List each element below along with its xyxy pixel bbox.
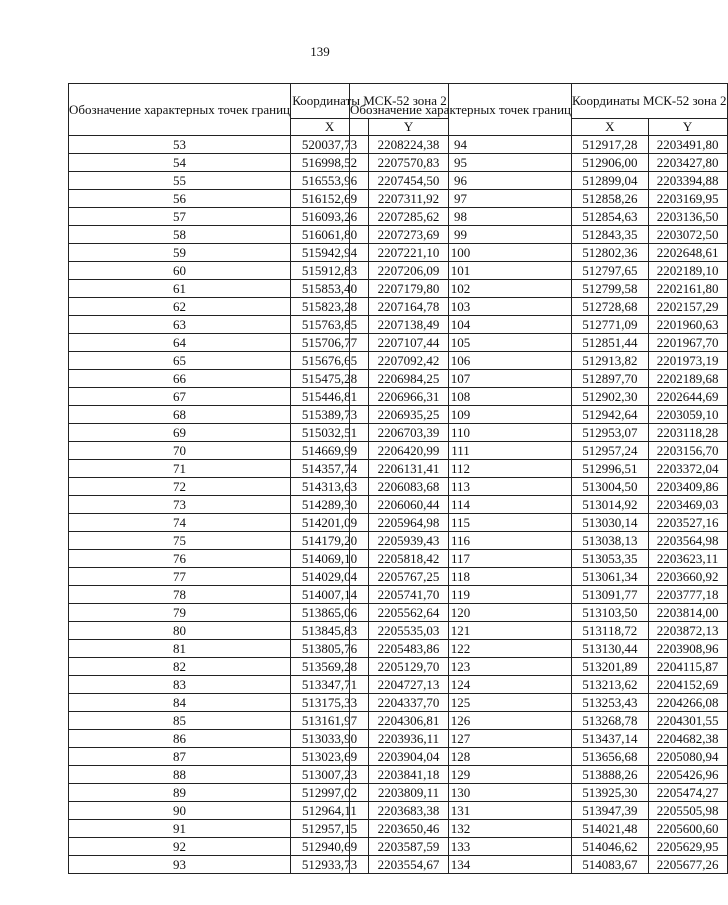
point-id-cell: 123 bbox=[350, 658, 572, 676]
y-cell: 2207285,62 bbox=[369, 208, 449, 226]
y-cell: 2203427,80 bbox=[648, 154, 727, 172]
x-cell: 513268,78 bbox=[572, 712, 649, 730]
point-id-cell: 109 bbox=[350, 406, 572, 424]
x-cell: 512964,11 bbox=[291, 802, 369, 820]
point-id-cell: 93 bbox=[69, 856, 291, 874]
x-cell: 512854,63 bbox=[572, 208, 649, 226]
point-id-cell: 74 bbox=[69, 514, 291, 532]
y-cell: 2206060,44 bbox=[369, 496, 449, 514]
y-cell: 2204337,70 bbox=[369, 694, 449, 712]
table-row bbox=[350, 478, 728, 496]
x-cell: 513175,33 bbox=[291, 694, 369, 712]
y-cell: 2203908,96 bbox=[648, 640, 727, 658]
point-id-cell: 112 bbox=[350, 460, 572, 478]
y-cell: 2203936,11 bbox=[369, 730, 449, 748]
table-row bbox=[350, 496, 728, 514]
point-id-cell: 81 bbox=[69, 640, 291, 658]
table-row bbox=[350, 658, 728, 676]
y-cell: 2203660,92 bbox=[648, 568, 727, 586]
y-cell: 2207311,92 bbox=[369, 190, 449, 208]
x-cell: 515763,85 bbox=[291, 316, 369, 334]
y-cell: 2207454,50 bbox=[369, 172, 449, 190]
y-cell: 2207092,42 bbox=[369, 352, 449, 370]
point-id-cell: 71 bbox=[69, 460, 291, 478]
x-cell: 512997,02 bbox=[291, 784, 369, 802]
table-row bbox=[350, 388, 728, 406]
y-cell: 2204115,87 bbox=[648, 658, 727, 676]
x-cell: 514201,09 bbox=[291, 514, 369, 532]
y-cell: 2204727,13 bbox=[369, 676, 449, 694]
point-id-cell: 66 bbox=[69, 370, 291, 388]
y-cell: 2203809,11 bbox=[369, 784, 449, 802]
y-cell: 2202161,80 bbox=[648, 280, 727, 298]
point-id-cell: 128 bbox=[350, 748, 572, 766]
point-id-cell: 53 bbox=[69, 136, 291, 154]
point-id-cell: 96 bbox=[350, 172, 572, 190]
table-row bbox=[350, 586, 728, 604]
table-row bbox=[350, 676, 728, 694]
x-cell: 514179,20 bbox=[291, 532, 369, 550]
x-cell: 512851,44 bbox=[572, 334, 649, 352]
table-row bbox=[350, 352, 728, 370]
point-id-cell: 108 bbox=[350, 388, 572, 406]
x-cell: 516152,69 bbox=[291, 190, 369, 208]
x-cell: 513865,06 bbox=[291, 604, 369, 622]
point-id-cell: 107 bbox=[350, 370, 572, 388]
x-cell: 516061,80 bbox=[291, 226, 369, 244]
point-id-cell: 55 bbox=[69, 172, 291, 190]
point-id-cell: 115 bbox=[350, 514, 572, 532]
x-cell: 514083,67 bbox=[572, 856, 649, 874]
point-id-cell: 119 bbox=[350, 586, 572, 604]
y-cell: 2203527,16 bbox=[648, 514, 727, 532]
y-cell: 2203072,50 bbox=[648, 226, 727, 244]
point-id-cell: 121 bbox=[350, 622, 572, 640]
point-id-cell: 86 bbox=[69, 730, 291, 748]
y-cell: 2203904,04 bbox=[369, 748, 449, 766]
point-id-cell: 113 bbox=[350, 478, 572, 496]
table-row bbox=[350, 190, 728, 208]
table-row bbox=[350, 838, 728, 856]
point-id-cell: 62 bbox=[69, 298, 291, 316]
x-cell: 520037,73 bbox=[291, 136, 369, 154]
table-row bbox=[350, 784, 728, 802]
point-id-cell: 95 bbox=[350, 154, 572, 172]
x-cell: 513201,89 bbox=[572, 658, 649, 676]
y-cell: 2203136,50 bbox=[648, 208, 727, 226]
x-cell: 515475,28 bbox=[291, 370, 369, 388]
y-header: Y bbox=[648, 119, 727, 136]
point-id-cell: 102 bbox=[350, 280, 572, 298]
x-cell: 513805,76 bbox=[291, 640, 369, 658]
x-cell: 512913,82 bbox=[572, 352, 649, 370]
y-cell: 2205535,03 bbox=[369, 622, 449, 640]
y-cell: 2207179,80 bbox=[369, 280, 449, 298]
y-cell: 2201960,63 bbox=[648, 316, 727, 334]
point-id-cell: 56 bbox=[69, 190, 291, 208]
x-cell: 516998,52 bbox=[291, 154, 369, 172]
y-cell: 2204301,55 bbox=[648, 712, 727, 730]
x-cell: 513118,72 bbox=[572, 622, 649, 640]
point-id-cell: 99 bbox=[350, 226, 572, 244]
y-cell: 2202157,29 bbox=[648, 298, 727, 316]
x-cell: 512933,73 bbox=[291, 856, 369, 874]
table-row bbox=[350, 748, 728, 766]
table-row bbox=[350, 424, 728, 442]
point-id-cell: 90 bbox=[69, 802, 291, 820]
y-cell: 2208224,38 bbox=[369, 136, 449, 154]
x-cell: 512953,07 bbox=[572, 424, 649, 442]
x-cell: 515823,28 bbox=[291, 298, 369, 316]
y-cell: 2203623,11 bbox=[648, 550, 727, 568]
x-cell: 516553,96 bbox=[291, 172, 369, 190]
point-id-cell: 73 bbox=[69, 496, 291, 514]
y-cell: 2203554,67 bbox=[369, 856, 449, 874]
table-row bbox=[350, 136, 728, 154]
coordinates-table-right bbox=[349, 83, 728, 874]
x-cell: 513004,50 bbox=[572, 478, 649, 496]
point-id-cell: 84 bbox=[69, 694, 291, 712]
table-row bbox=[350, 856, 728, 874]
x-cell: 515942,94 bbox=[291, 244, 369, 262]
point-id-cell: 79 bbox=[69, 604, 291, 622]
coordinates-header: Координаты МСК-52 зона 2 bbox=[572, 84, 728, 119]
point-id-cell: 87 bbox=[69, 748, 291, 766]
x-cell: 513253,43 bbox=[572, 694, 649, 712]
point-id-cell: 126 bbox=[350, 712, 572, 730]
x-cell: 514029,04 bbox=[291, 568, 369, 586]
table-row bbox=[350, 568, 728, 586]
y-cell: 2206935,25 bbox=[369, 406, 449, 424]
x-cell: 512843,35 bbox=[572, 226, 649, 244]
x-cell: 512917,28 bbox=[572, 136, 649, 154]
point-id-cell: 77 bbox=[69, 568, 291, 586]
table-row bbox=[350, 442, 728, 460]
y-cell: 2203394,88 bbox=[648, 172, 727, 190]
table-row bbox=[350, 730, 728, 748]
x-cell: 513845,83 bbox=[291, 622, 369, 640]
x-cell: 512906,00 bbox=[572, 154, 649, 172]
table-row bbox=[350, 262, 728, 280]
table-row bbox=[350, 622, 728, 640]
point-id-cell: 78 bbox=[69, 586, 291, 604]
y-cell: 2206984,25 bbox=[369, 370, 449, 388]
point-id-cell: 124 bbox=[350, 676, 572, 694]
table-row bbox=[350, 280, 728, 298]
y-cell: 2205505,98 bbox=[648, 802, 727, 820]
point-id-cell: 76 bbox=[69, 550, 291, 568]
x-cell: 513656,68 bbox=[572, 748, 649, 766]
y-cell: 2207221,10 bbox=[369, 244, 449, 262]
point-id-cell: 125 bbox=[350, 694, 572, 712]
y-cell: 2205474,27 bbox=[648, 784, 727, 802]
y-cell: 2205483,86 bbox=[369, 640, 449, 658]
x-cell: 512797,65 bbox=[572, 262, 649, 280]
y-cell: 2203814,00 bbox=[648, 604, 727, 622]
x-cell: 512902,30 bbox=[572, 388, 649, 406]
y-cell: 2207107,44 bbox=[369, 334, 449, 352]
y-cell: 2202189,68 bbox=[648, 370, 727, 388]
y-cell: 2203777,18 bbox=[648, 586, 727, 604]
point-id-cell: 130 bbox=[350, 784, 572, 802]
x-cell: 512899,04 bbox=[572, 172, 649, 190]
y-cell: 2201967,70 bbox=[648, 334, 727, 352]
table-row bbox=[350, 406, 728, 424]
point-id-cell: 63 bbox=[69, 316, 291, 334]
point-id-cell: 101 bbox=[350, 262, 572, 280]
table-row bbox=[350, 226, 728, 244]
y-cell: 2206131,41 bbox=[369, 460, 449, 478]
point-id-cell: 118 bbox=[350, 568, 572, 586]
y-cell: 2203491,80 bbox=[648, 136, 727, 154]
point-id-cell: 127 bbox=[350, 730, 572, 748]
x-cell: 514046,62 bbox=[572, 838, 649, 856]
y-cell: 2202648,61 bbox=[648, 244, 727, 262]
y-cell: 2202189,10 bbox=[648, 262, 727, 280]
table-row bbox=[350, 532, 728, 550]
point-id-cell: 129 bbox=[350, 766, 572, 784]
point-id-cell: 60 bbox=[69, 262, 291, 280]
y-cell: 2201973,19 bbox=[648, 352, 727, 370]
point-id-cell: 100 bbox=[350, 244, 572, 262]
table-row bbox=[350, 820, 728, 838]
y-cell: 2205767,25 bbox=[369, 568, 449, 586]
y-cell: 2206703,39 bbox=[369, 424, 449, 442]
point-id-cell: 58 bbox=[69, 226, 291, 244]
table-row bbox=[350, 172, 728, 190]
y-cell: 2203587,59 bbox=[369, 838, 449, 856]
y-cell: 2203469,03 bbox=[648, 496, 727, 514]
point-id-cell: 111 bbox=[350, 442, 572, 460]
table-row bbox=[350, 316, 728, 334]
x-cell: 512957,15 bbox=[291, 820, 369, 838]
point-id-cell: 82 bbox=[69, 658, 291, 676]
y-cell: 2206083,68 bbox=[369, 478, 449, 496]
table-row bbox=[350, 460, 728, 478]
x-cell: 512858,26 bbox=[572, 190, 649, 208]
point-id-cell: 104 bbox=[350, 316, 572, 334]
point-id-cell: 117 bbox=[350, 550, 572, 568]
point-id-cell: 94 bbox=[350, 136, 572, 154]
y-cell: 2203872,13 bbox=[648, 622, 727, 640]
x-cell: 513161,97 bbox=[291, 712, 369, 730]
point-id-cell: 133 bbox=[350, 838, 572, 856]
point-id-cell: 64 bbox=[69, 334, 291, 352]
coordinates-header: Координаты МСК-52 зона 2 bbox=[291, 84, 449, 119]
y-cell: 2205080,94 bbox=[648, 748, 727, 766]
x-cell: 512771,09 bbox=[572, 316, 649, 334]
x-cell: 512802,36 bbox=[572, 244, 649, 262]
x-cell: 515853,40 bbox=[291, 280, 369, 298]
y-cell: 2205964,98 bbox=[369, 514, 449, 532]
point-id-cell: 54 bbox=[69, 154, 291, 172]
x-cell: 512728,68 bbox=[572, 298, 649, 316]
point-id-cell: 65 bbox=[69, 352, 291, 370]
y-cell: 2207138,49 bbox=[369, 316, 449, 334]
y-cell: 2207273,69 bbox=[369, 226, 449, 244]
y-cell: 2203650,46 bbox=[369, 820, 449, 838]
table-row bbox=[350, 208, 728, 226]
point-id-cell: 91 bbox=[69, 820, 291, 838]
table-row bbox=[350, 244, 728, 262]
x-cell: 515706,77 bbox=[291, 334, 369, 352]
y-cell: 2204266,08 bbox=[648, 694, 727, 712]
point-id-cell: 89 bbox=[69, 784, 291, 802]
table-row bbox=[350, 550, 728, 568]
point-id-cell: 122 bbox=[350, 640, 572, 658]
point-id-cell: 92 bbox=[69, 838, 291, 856]
x-cell: 515032,51 bbox=[291, 424, 369, 442]
page-number: 139 bbox=[310, 44, 330, 59]
y-cell: 2204306,81 bbox=[369, 712, 449, 730]
x-cell: 515446,81 bbox=[291, 388, 369, 406]
y-cell: 2205600,60 bbox=[648, 820, 727, 838]
x-cell: 513437,14 bbox=[572, 730, 649, 748]
y-cell: 2207164,78 bbox=[369, 298, 449, 316]
x-cell: 513569,28 bbox=[291, 658, 369, 676]
x-cell: 515912,83 bbox=[291, 262, 369, 280]
x-cell: 513347,71 bbox=[291, 676, 369, 694]
y-cell: 2205677,26 bbox=[648, 856, 727, 874]
x-cell: 514357,74 bbox=[291, 460, 369, 478]
point-id-cell: 105 bbox=[350, 334, 572, 352]
y-cell: 2203683,38 bbox=[369, 802, 449, 820]
table-row bbox=[350, 802, 728, 820]
x-cell: 513947,39 bbox=[572, 802, 649, 820]
table-row bbox=[350, 154, 728, 172]
y-cell: 2205562,64 bbox=[369, 604, 449, 622]
point-id-cell: 72 bbox=[69, 478, 291, 496]
y-cell: 2206420,99 bbox=[369, 442, 449, 460]
y-cell: 2203841,18 bbox=[369, 766, 449, 784]
point-id-cell: 75 bbox=[69, 532, 291, 550]
point-id-cell: 70 bbox=[69, 442, 291, 460]
point-id-cell: 59 bbox=[69, 244, 291, 262]
x-cell: 513888,26 bbox=[572, 766, 649, 784]
x-cell: 513033,90 bbox=[291, 730, 369, 748]
table-row bbox=[350, 766, 728, 784]
y-cell: 2205818,42 bbox=[369, 550, 449, 568]
y-cell: 2203564,98 bbox=[648, 532, 727, 550]
x-cell: 515389,73 bbox=[291, 406, 369, 424]
point-id-cell: 134 bbox=[350, 856, 572, 874]
y-cell: 2205939,43 bbox=[369, 532, 449, 550]
x-cell: 513023,69 bbox=[291, 748, 369, 766]
y-cell: 2204152,69 bbox=[648, 676, 727, 694]
x-header: X bbox=[572, 119, 649, 136]
table-row bbox=[350, 694, 728, 712]
point-id-cell: 61 bbox=[69, 280, 291, 298]
table-row bbox=[350, 514, 728, 532]
y-cell: 2207570,83 bbox=[369, 154, 449, 172]
point-id-cell: 103 bbox=[350, 298, 572, 316]
point-id-cell: 88 bbox=[69, 766, 291, 784]
point-id-cell: 67 bbox=[69, 388, 291, 406]
y-header: Y bbox=[369, 119, 449, 136]
table-row bbox=[350, 604, 728, 622]
y-cell: 2205426,96 bbox=[648, 766, 727, 784]
x-cell: 513091,77 bbox=[572, 586, 649, 604]
x-cell: 513038,13 bbox=[572, 532, 649, 550]
x-cell: 514021,48 bbox=[572, 820, 649, 838]
y-cell: 2203059,10 bbox=[648, 406, 727, 424]
x-cell: 513053,35 bbox=[572, 550, 649, 568]
x-cell: 513061,34 bbox=[572, 568, 649, 586]
point-id-cell: 97 bbox=[350, 190, 572, 208]
x-cell: 513007,23 bbox=[291, 766, 369, 784]
x-cell: 512996,51 bbox=[572, 460, 649, 478]
point-id-cell: 69 bbox=[69, 424, 291, 442]
y-cell: 2205629,95 bbox=[648, 838, 727, 856]
designation-header: Обозначение характерных точек границ bbox=[69, 84, 291, 136]
point-id-cell: 120 bbox=[350, 604, 572, 622]
point-id-cell: 110 bbox=[350, 424, 572, 442]
point-id-cell: 131 bbox=[350, 802, 572, 820]
table-row bbox=[350, 370, 728, 388]
point-id-cell: 116 bbox=[350, 532, 572, 550]
point-id-cell: 68 bbox=[69, 406, 291, 424]
x-cell: 515676,65 bbox=[291, 352, 369, 370]
x-cell: 513925,30 bbox=[572, 784, 649, 802]
y-cell: 2203118,28 bbox=[648, 424, 727, 442]
x-cell: 512897,70 bbox=[572, 370, 649, 388]
y-cell: 2207206,09 bbox=[369, 262, 449, 280]
y-cell: 2205741,70 bbox=[369, 586, 449, 604]
x-cell: 513014,92 bbox=[572, 496, 649, 514]
x-cell: 514007,14 bbox=[291, 586, 369, 604]
x-cell: 513130,44 bbox=[572, 640, 649, 658]
table-row bbox=[350, 640, 728, 658]
point-id-cell: 80 bbox=[69, 622, 291, 640]
table-row bbox=[350, 712, 728, 730]
x-cell: 514069,10 bbox=[291, 550, 369, 568]
x-cell: 512940,69 bbox=[291, 838, 369, 856]
point-id-cell: 98 bbox=[350, 208, 572, 226]
y-cell: 2203156,70 bbox=[648, 442, 727, 460]
designation-header: Обозначение характерных точек границ bbox=[350, 84, 572, 136]
x-cell: 516093,26 bbox=[291, 208, 369, 226]
x-cell: 512799,58 bbox=[572, 280, 649, 298]
x-header: X bbox=[291, 119, 369, 136]
y-cell: 2203169,95 bbox=[648, 190, 727, 208]
table-body bbox=[350, 136, 728, 874]
x-cell: 512942,64 bbox=[572, 406, 649, 424]
point-id-cell: 85 bbox=[69, 712, 291, 730]
point-id-cell: 83 bbox=[69, 676, 291, 694]
x-cell: 514289,30 bbox=[291, 496, 369, 514]
x-cell: 513103,50 bbox=[572, 604, 649, 622]
point-id-cell: 57 bbox=[69, 208, 291, 226]
x-cell: 512957,24 bbox=[572, 442, 649, 460]
x-cell: 514669,99 bbox=[291, 442, 369, 460]
y-cell: 2206966,31 bbox=[369, 388, 449, 406]
table-row bbox=[350, 334, 728, 352]
y-cell: 2203409,86 bbox=[648, 478, 727, 496]
y-cell: 2205129,70 bbox=[369, 658, 449, 676]
x-cell: 514313,63 bbox=[291, 478, 369, 496]
point-id-cell: 106 bbox=[350, 352, 572, 370]
x-cell: 513030,14 bbox=[572, 514, 649, 532]
y-cell: 2204682,38 bbox=[648, 730, 727, 748]
point-id-cell: 114 bbox=[350, 496, 572, 514]
table-row bbox=[350, 298, 728, 316]
point-id-cell: 132 bbox=[350, 820, 572, 838]
y-cell: 2202644,69 bbox=[648, 388, 727, 406]
x-cell: 513213,62 bbox=[572, 676, 649, 694]
y-cell: 2203372,04 bbox=[648, 460, 727, 478]
